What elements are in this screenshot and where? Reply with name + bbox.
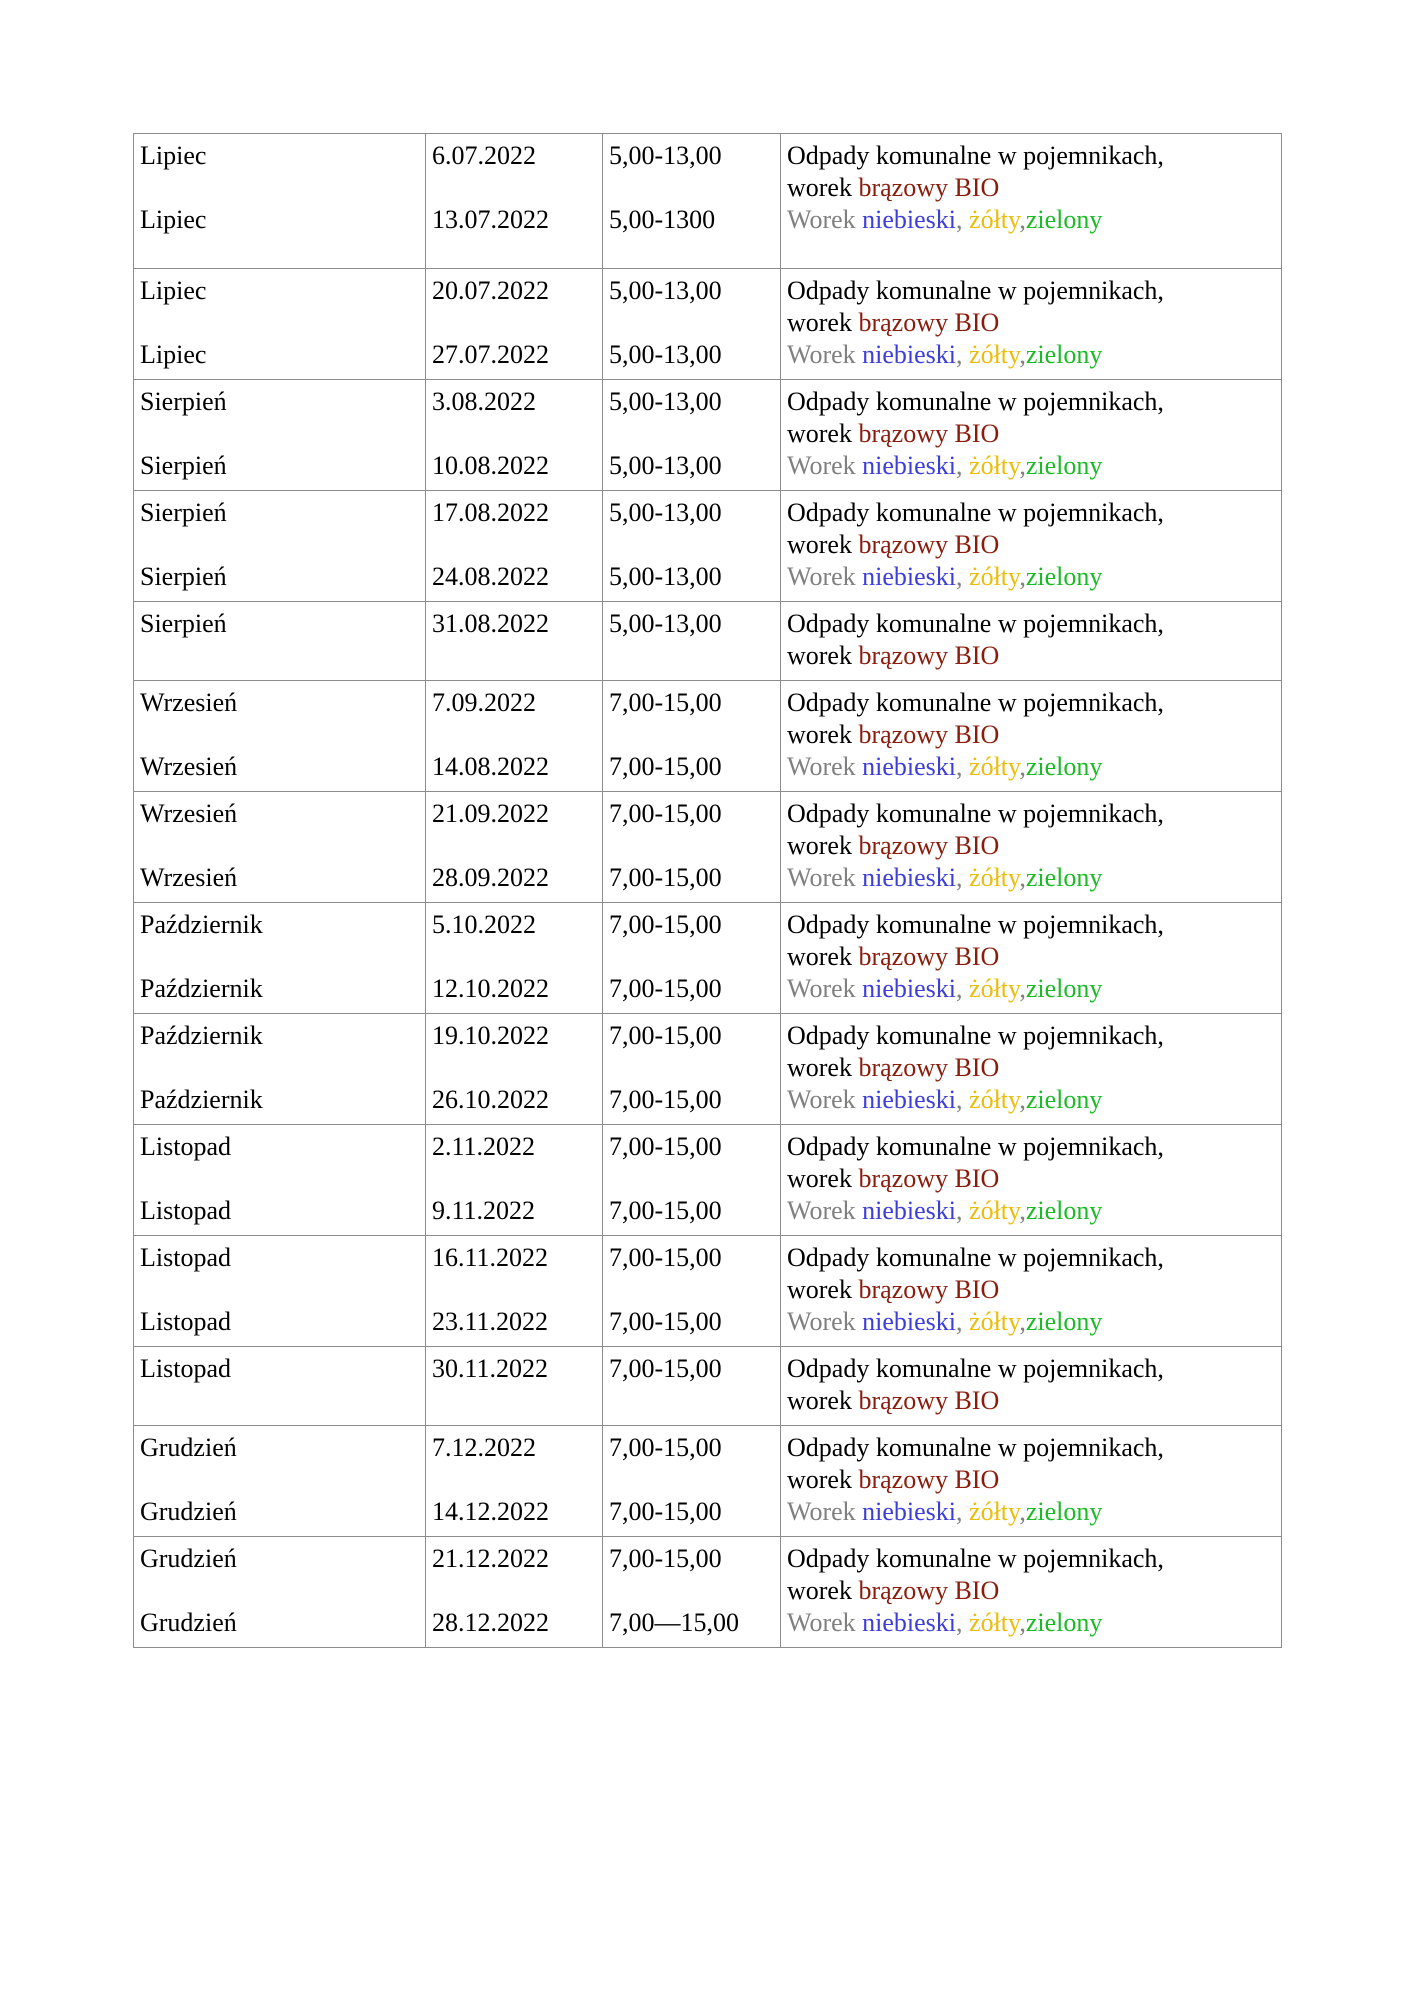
komunalne-text: Odpady komunalne w pojemnikach, xyxy=(787,1354,1164,1383)
hours-cell xyxy=(603,134,781,269)
month-cell xyxy=(134,681,426,792)
bio-line: worek brązowy BIO xyxy=(787,530,1000,559)
month-cell xyxy=(134,1537,426,1648)
zolty-text: żółty xyxy=(969,562,1020,591)
table-row xyxy=(134,1125,1282,1236)
month-1: Wrzesień xyxy=(140,688,238,717)
bio-line: worek brązowy BIO xyxy=(787,831,1000,860)
month-cell xyxy=(134,491,426,602)
waste-type-cell xyxy=(781,1125,1282,1236)
hours-cell xyxy=(603,1014,781,1125)
date-1: 17.08.2022 xyxy=(432,498,549,527)
month-1: Listopad xyxy=(140,1132,231,1161)
worek-text: Worek xyxy=(787,1608,863,1637)
bio-line: worek brązowy BIO xyxy=(787,641,1000,670)
date-cell xyxy=(426,602,603,681)
brazowy-bio-text: brązowy BIO xyxy=(858,831,1000,860)
date-2: 13.07.2022 xyxy=(432,205,549,234)
hours-2: 7,00-15,00 xyxy=(609,1307,722,1336)
zielony-text: zielony xyxy=(1025,974,1103,1003)
date-2: 27.07.2022 xyxy=(432,340,549,369)
waste-type-cell xyxy=(781,903,1282,1014)
zielony-text: zielony xyxy=(1025,205,1103,234)
niebieski-text: niebieski xyxy=(862,205,957,234)
hours-cell xyxy=(603,1236,781,1347)
komunalne-text: Odpady komunalne w pojemnikach, xyxy=(787,910,1164,939)
month-1: Lipiec xyxy=(140,276,207,305)
month-1: Październik xyxy=(140,910,263,939)
waste-type-cell xyxy=(781,491,1282,602)
hours-2: 7,00—15,00 xyxy=(609,1608,739,1637)
table-row xyxy=(134,491,1282,602)
worek-text: Worek xyxy=(787,562,863,591)
waste-type-cell xyxy=(781,602,1282,681)
hours-2: 7,00-15,00 xyxy=(609,974,722,1003)
komunalne-text: Odpady komunalne w pojemnikach, xyxy=(787,799,1164,828)
recycling-line: Worek niebieski, żółty,zielony xyxy=(787,752,1103,781)
schedule-body xyxy=(134,134,1282,1648)
zielony-text: zielony xyxy=(1025,1196,1103,1225)
bio-line: worek brązowy BIO xyxy=(787,308,1000,337)
recycling-line: Worek niebieski, żółty,zielony xyxy=(787,562,1103,591)
brazowy-bio-text: brązowy BIO xyxy=(858,1053,1000,1082)
month-1: Sierpień xyxy=(140,609,227,638)
month-cell xyxy=(134,1347,426,1426)
bio-line: worek brązowy BIO xyxy=(787,942,1000,971)
recycling-line: Worek niebieski, żółty,zielony xyxy=(787,1497,1103,1526)
date-cell xyxy=(426,269,603,380)
date-cell xyxy=(426,1537,603,1648)
date-1: 6.07.2022 xyxy=(432,141,536,170)
month-2: Listopad xyxy=(140,1196,231,1225)
hours-cell xyxy=(603,380,781,491)
recycling-line: Worek niebieski, żółty,zielony xyxy=(787,205,1103,234)
brazowy-bio-text: brązowy BIO xyxy=(858,1386,1000,1415)
komunalne-text: Odpady komunalne w pojemnikach, xyxy=(787,1433,1164,1462)
month-2: Lipiec xyxy=(140,205,207,234)
waste-type-cell xyxy=(781,1014,1282,1125)
month-2: Wrzesień xyxy=(140,863,238,892)
month-1: Październik xyxy=(140,1021,263,1050)
hours-1: 7,00-15,00 xyxy=(609,1021,722,1050)
hours-2: 5,00-1300 xyxy=(609,205,716,234)
hours-2: 7,00-15,00 xyxy=(609,863,722,892)
table-row xyxy=(134,792,1282,903)
niebieski-text: niebieski xyxy=(862,1196,957,1225)
worek-text: Worek xyxy=(787,340,863,369)
month-1: Lipiec xyxy=(140,141,207,170)
komunalne-text: Odpady komunalne w pojemnikach, xyxy=(787,688,1164,717)
month-cell xyxy=(134,1014,426,1125)
table-row xyxy=(134,380,1282,491)
date-1: 2.11.2022 xyxy=(432,1132,536,1161)
date-1: 21.09.2022 xyxy=(432,799,549,828)
date-cell xyxy=(426,1014,603,1125)
niebieski-text: niebieski xyxy=(862,1307,957,1336)
hours-2: 5,00-13,00 xyxy=(609,562,722,591)
hours-1: 7,00-15,00 xyxy=(609,1243,722,1272)
date-2: 24.08.2022 xyxy=(432,562,549,591)
komunalne-text: Odpady komunalne w pojemnikach, xyxy=(787,1544,1164,1573)
hours-2: 7,00-15,00 xyxy=(609,1085,722,1114)
brazowy-bio-text: brązowy BIO xyxy=(858,419,1000,448)
hours-2: 7,00-15,00 xyxy=(609,1497,722,1526)
date-cell xyxy=(426,491,603,602)
niebieski-text: niebieski xyxy=(862,752,957,781)
hours-1: 7,00-15,00 xyxy=(609,1544,722,1573)
table-row xyxy=(134,1426,1282,1537)
hours-2: 5,00-13,00 xyxy=(609,340,722,369)
brazowy-bio-text: brązowy BIO xyxy=(858,1164,1000,1193)
date-1: 16.11.2022 xyxy=(432,1243,549,1272)
date-1: 3.08.2022 xyxy=(432,387,536,416)
bio-line: worek brązowy BIO xyxy=(787,419,1000,448)
zielony-text: zielony xyxy=(1025,752,1103,781)
zielony-text: zielony xyxy=(1025,1307,1103,1336)
zolty-text: żółty xyxy=(969,451,1020,480)
month-1: Listopad xyxy=(140,1354,231,1383)
worek-text: Worek xyxy=(787,752,863,781)
brazowy-bio-text: brązowy BIO xyxy=(858,173,1000,202)
recycling-line: Worek niebieski, żółty,zielony xyxy=(787,863,1103,892)
komunalne-text: Odpady komunalne w pojemnikach, xyxy=(787,141,1164,170)
date-cell xyxy=(426,1426,603,1537)
month-2: Wrzesień xyxy=(140,752,238,781)
bio-line: worek brązowy BIO xyxy=(787,1465,1000,1494)
zielony-text: zielony xyxy=(1025,1497,1103,1526)
komunalne-text: Odpady komunalne w pojemnikach, xyxy=(787,498,1164,527)
komunalne-text: Odpady komunalne w pojemnikach, xyxy=(787,276,1164,305)
table-row xyxy=(134,1014,1282,1125)
zielony-text: zielony xyxy=(1025,1608,1103,1637)
waste-type-cell xyxy=(781,269,1282,380)
bio-line: worek brązowy BIO xyxy=(787,720,1000,749)
month-1: Wrzesień xyxy=(140,799,238,828)
worek-text: Worek xyxy=(787,1307,863,1336)
zolty-text: żółty xyxy=(969,1608,1020,1637)
hours-1: 7,00-15,00 xyxy=(609,1132,722,1161)
hours-1: 5,00-13,00 xyxy=(609,609,722,638)
date-2: 12.10.2022 xyxy=(432,974,549,1003)
waste-type-cell xyxy=(781,134,1282,269)
date-cell xyxy=(426,681,603,792)
brazowy-bio-text: brązowy BIO xyxy=(858,720,1000,749)
hours-cell xyxy=(603,1537,781,1648)
recycling-line: Worek niebieski, żółty,zielony xyxy=(787,1196,1103,1225)
month-cell xyxy=(134,380,426,491)
hours-2: 7,00-15,00 xyxy=(609,752,722,781)
collection-schedule-table xyxy=(133,133,1282,1648)
hours-cell xyxy=(603,681,781,792)
waste-type-cell xyxy=(781,1537,1282,1648)
hours-1: 5,00-13,00 xyxy=(609,141,722,170)
date-2: 26.10.2022 xyxy=(432,1085,549,1114)
month-cell xyxy=(134,134,426,269)
worek-text: Worek xyxy=(787,205,863,234)
date-1: 19.10.2022 xyxy=(432,1021,549,1050)
zolty-text: żółty xyxy=(969,752,1020,781)
table-row xyxy=(134,134,1282,269)
worek-text: Worek xyxy=(787,1085,863,1114)
table-row xyxy=(134,269,1282,380)
month-2: Sierpień xyxy=(140,562,227,591)
recycling-line: Worek niebieski, żółty,zielony xyxy=(787,451,1103,480)
date-cell xyxy=(426,1347,603,1426)
komunalne-text: Odpady komunalne w pojemnikach, xyxy=(787,1132,1164,1161)
month-cell xyxy=(134,602,426,681)
waste-type-cell xyxy=(781,380,1282,491)
table-row xyxy=(134,1537,1282,1648)
month-2: Lipiec xyxy=(140,340,207,369)
zielony-text: zielony xyxy=(1025,340,1103,369)
brazowy-bio-text: brązowy BIO xyxy=(858,308,1000,337)
niebieski-text: niebieski xyxy=(862,451,957,480)
date-1: 7.09.2022 xyxy=(432,688,536,717)
table-row xyxy=(134,602,1282,681)
komunalne-text: Odpady komunalne w pojemnikach, xyxy=(787,1021,1164,1050)
month-1: Grudzień xyxy=(140,1433,237,1462)
komunalne-text: Odpady komunalne w pojemnikach, xyxy=(787,387,1164,416)
brazowy-bio-text: brązowy BIO xyxy=(858,1465,1000,1494)
month-cell xyxy=(134,269,426,380)
date-1: 21.12.2022 xyxy=(432,1544,549,1573)
month-1: Sierpień xyxy=(140,387,227,416)
waste-type-cell xyxy=(781,1347,1282,1426)
date-cell xyxy=(426,1236,603,1347)
recycling-line: Worek niebieski, żółty,zielony xyxy=(787,1608,1103,1637)
date-2: 28.12.2022 xyxy=(432,1608,549,1637)
month-2: Sierpień xyxy=(140,451,227,480)
bio-line: worek brązowy BIO xyxy=(787,1576,1000,1605)
waste-type-cell xyxy=(781,792,1282,903)
date-cell xyxy=(426,380,603,491)
date-1: 7.12.2022 xyxy=(432,1433,536,1462)
niebieski-text: niebieski xyxy=(862,1608,957,1637)
table-row xyxy=(134,1347,1282,1426)
brazowy-bio-text: brązowy BIO xyxy=(858,641,1000,670)
month-cell xyxy=(134,1236,426,1347)
worek-text: Worek xyxy=(787,863,863,892)
month-2: Październik xyxy=(140,1085,263,1114)
month-1: Sierpień xyxy=(140,498,227,527)
date-2: 23.11.2022 xyxy=(432,1307,549,1336)
zielony-text: zielony xyxy=(1025,451,1103,480)
hours-cell xyxy=(603,602,781,681)
hours-cell xyxy=(603,903,781,1014)
niebieski-text: niebieski xyxy=(862,340,957,369)
niebieski-text: niebieski xyxy=(862,1085,957,1114)
hours-1: 5,00-13,00 xyxy=(609,498,722,527)
zolty-text: żółty xyxy=(969,974,1020,1003)
date-1: 5.10.2022 xyxy=(432,910,536,939)
date-2: 14.12.2022 xyxy=(432,1497,549,1526)
recycling-line: Worek niebieski, żółty,zielony xyxy=(787,1085,1103,1114)
komunalne-text: Odpady komunalne w pojemnikach, xyxy=(787,1243,1164,1272)
komunalne-text: Odpady komunalne w pojemnikach, xyxy=(787,609,1164,638)
recycling-line: Worek niebieski, żółty,zielony xyxy=(787,1307,1103,1336)
month-2: Grudzień xyxy=(140,1608,237,1637)
zielony-text: zielony xyxy=(1025,863,1103,892)
zielony-text: zielony xyxy=(1025,1085,1103,1114)
brazowy-bio-text: brązowy BIO xyxy=(858,942,1000,971)
bio-line: worek brązowy BIO xyxy=(787,1275,1000,1304)
month-1: Listopad xyxy=(140,1243,231,1272)
month-2: Grudzień xyxy=(140,1497,237,1526)
hours-cell xyxy=(603,269,781,380)
date-cell xyxy=(426,134,603,269)
zielony-text: zielony xyxy=(1025,562,1103,591)
hours-cell xyxy=(603,1347,781,1426)
hours-cell xyxy=(603,1426,781,1537)
month-2: Październik xyxy=(140,974,263,1003)
zolty-text: żółty xyxy=(969,863,1020,892)
niebieski-text: niebieski xyxy=(862,863,957,892)
month-2: Listopad xyxy=(140,1307,231,1336)
brazowy-bio-text: brązowy BIO xyxy=(858,1576,1000,1605)
worek-text: Worek xyxy=(787,1196,863,1225)
bio-line: worek brązowy BIO xyxy=(787,1164,1000,1193)
hours-1: 7,00-15,00 xyxy=(609,1354,722,1383)
date-1: 20.07.2022 xyxy=(432,276,549,305)
brazowy-bio-text: brązowy BIO xyxy=(858,530,1000,559)
niebieski-text: niebieski xyxy=(862,562,957,591)
niebieski-text: niebieski xyxy=(862,974,957,1003)
recycling-line: Worek niebieski, żółty,zielony xyxy=(787,340,1103,369)
zolty-text: żółty xyxy=(969,1497,1020,1526)
hours-2: 5,00-13,00 xyxy=(609,451,722,480)
date-2: 9.11.2022 xyxy=(432,1196,536,1225)
zolty-text: żółty xyxy=(969,1085,1020,1114)
niebieski-text: niebieski xyxy=(862,1497,957,1526)
month-cell xyxy=(134,792,426,903)
waste-type-cell xyxy=(781,1236,1282,1347)
brazowy-bio-text: brązowy BIO xyxy=(858,1275,1000,1304)
table-row xyxy=(134,1236,1282,1347)
date-cell xyxy=(426,903,603,1014)
hours-cell xyxy=(603,1125,781,1236)
zolty-text: żółty xyxy=(969,1196,1020,1225)
hours-1: 5,00-13,00 xyxy=(609,276,722,305)
date-cell xyxy=(426,792,603,903)
bio-line: worek brązowy BIO xyxy=(787,1386,1000,1415)
worek-text: Worek xyxy=(787,1497,863,1526)
hours-cell xyxy=(603,491,781,602)
month-1: Grudzień xyxy=(140,1544,237,1573)
bio-line: worek brązowy BIO xyxy=(787,1053,1000,1082)
hours-1: 7,00-15,00 xyxy=(609,910,722,939)
hours-1: 5,00-13,00 xyxy=(609,387,722,416)
hours-1: 7,00-15,00 xyxy=(609,1433,722,1462)
zolty-text: żółty xyxy=(969,1307,1020,1336)
date-2: 10.08.2022 xyxy=(432,451,549,480)
bio-line: worek brązowy BIO xyxy=(787,173,1000,202)
date-1: 30.11.2022 xyxy=(432,1354,549,1383)
zolty-text: żółty xyxy=(969,205,1020,234)
hours-2: 7,00-15,00 xyxy=(609,1196,722,1225)
waste-type-cell xyxy=(781,681,1282,792)
hours-1: 7,00-15,00 xyxy=(609,688,722,717)
month-cell xyxy=(134,903,426,1014)
hours-cell xyxy=(603,792,781,903)
recycling-line: Worek niebieski, żółty,zielony xyxy=(787,974,1103,1003)
worek-text: Worek xyxy=(787,974,863,1003)
date-2: 28.09.2022 xyxy=(432,863,549,892)
date-2: 14.08.2022 xyxy=(432,752,549,781)
hours-1: 7,00-15,00 xyxy=(609,799,722,828)
date-1: 31.08.2022 xyxy=(432,609,549,638)
month-cell xyxy=(134,1125,426,1236)
date-cell xyxy=(426,1125,603,1236)
worek-text: Worek xyxy=(787,451,863,480)
table-row xyxy=(134,903,1282,1014)
zolty-text: żółty xyxy=(969,340,1020,369)
month-cell xyxy=(134,1426,426,1537)
table-row xyxy=(134,681,1282,792)
waste-type-cell xyxy=(781,1426,1282,1537)
